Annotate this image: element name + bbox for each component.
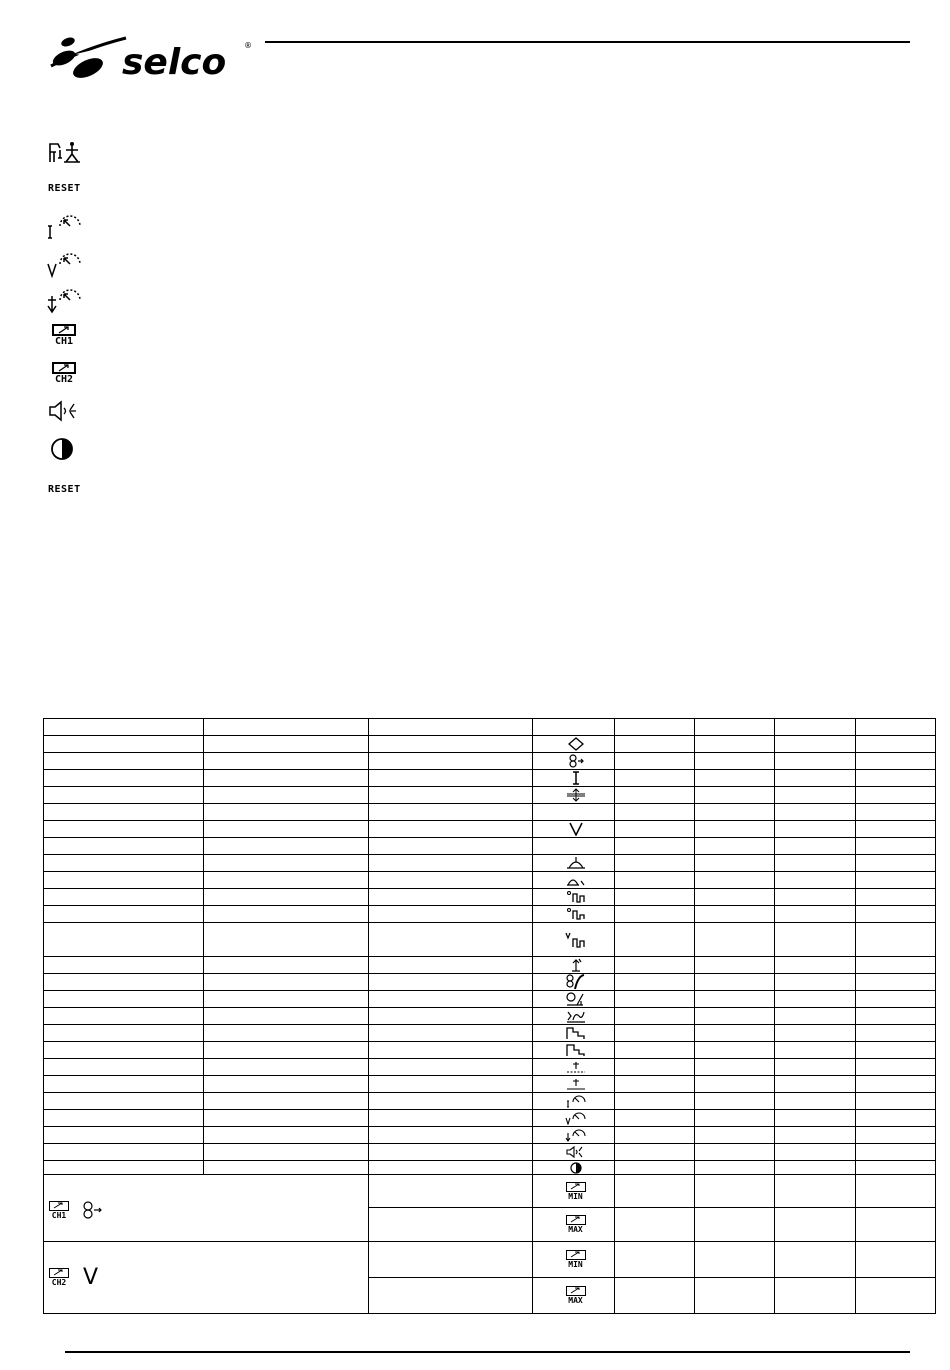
table-rule (43, 1313, 936, 1314)
pulse-balance-icon (533, 906, 618, 922)
brand-wordmark: selco (122, 42, 227, 82)
parameter-table (43, 718, 936, 1314)
table-rule (43, 854, 936, 855)
registered-mark: ® (244, 41, 252, 50)
table-rule (43, 956, 936, 957)
spot-time-icon (533, 1059, 618, 1075)
pulse-voltage-icon (533, 923, 618, 956)
table-vrule (935, 718, 936, 1314)
max-label: MAX (568, 1296, 583, 1305)
table-rule (43, 803, 936, 804)
table-rule (368, 1277, 936, 1278)
reset-label: RESET (48, 183, 81, 194)
table-rule (43, 820, 936, 821)
selco-logo (46, 28, 256, 82)
current-meter-icon (46, 214, 86, 240)
table-vrule (855, 718, 856, 1314)
voltage-icon (533, 820, 618, 837)
table-rule (43, 735, 936, 736)
table-rule (43, 1174, 936, 1175)
table-rule (43, 1160, 936, 1161)
contrast-icon (46, 437, 86, 461)
ch2-label: CH2 (54, 374, 74, 385)
current-meter-small-icon (533, 1093, 618, 1109)
table-rule (43, 1075, 936, 1076)
wire-speed-meter-icon (46, 288, 86, 314)
voltage-meter-small-icon (533, 1110, 618, 1126)
table-rule (43, 888, 936, 889)
table-rule (43, 718, 936, 719)
table-rule (43, 905, 936, 906)
table-rule (43, 769, 936, 770)
reset-label: RESET (48, 484, 81, 495)
ch2-small-label: CH2 (51, 1278, 67, 1287)
table-rule (43, 973, 936, 974)
crater-icon (533, 872, 618, 888)
pause-time-icon (533, 1076, 618, 1092)
speaker-volume-small-icon (533, 1144, 618, 1160)
ch1-small-label: CH1 (51, 1210, 67, 1220)
table-rule (43, 990, 936, 991)
wire-feed-icon (533, 753, 618, 769)
wire-speed-meter-small-icon (533, 1127, 618, 1143)
ch1-label: CH1 (54, 336, 74, 347)
diamond-icon (533, 736, 618, 752)
setup-icon (46, 140, 86, 166)
contrast-small-icon (533, 1161, 618, 1174)
ch1-wire-feed-group (49, 1200, 103, 1220)
ch1-min-icon (533, 1175, 618, 1207)
header-rule (265, 41, 910, 43)
table-rule (43, 752, 936, 753)
min-label: MIN (568, 1191, 583, 1201)
table-vrule (368, 718, 369, 1314)
ch2-icon (48, 362, 80, 385)
step-up-down-icon (533, 1042, 618, 1058)
table-rule (43, 1241, 936, 1242)
table-rule (43, 1024, 936, 1025)
table-rule (43, 1126, 936, 1127)
table-rule (43, 1058, 936, 1059)
speaker-volume-icon (46, 400, 86, 422)
table-rule (43, 871, 936, 872)
table-rule (43, 922, 936, 923)
table-rule (43, 1092, 936, 1093)
pulse-frequency-icon (533, 889, 618, 905)
table-rule (43, 1109, 936, 1110)
min-label: MIN (568, 1260, 583, 1269)
voltage-symbol: V (83, 1265, 99, 1290)
soft-start-icon (533, 974, 618, 990)
table-vrule (203, 718, 204, 1174)
ch2-max-icon (533, 1278, 618, 1313)
voltage-meter-icon (46, 252, 86, 278)
table-rule (43, 837, 936, 838)
burn-back-icon (533, 855, 618, 871)
pre-gas-icon (533, 957, 618, 973)
table-rule (43, 1041, 936, 1042)
current-icon (533, 770, 618, 786)
table-vrule (774, 718, 775, 1314)
ch2-min-icon (533, 1242, 618, 1277)
arc-length-icon (533, 787, 618, 803)
ch2-small-icon (49, 1268, 69, 1287)
max-label: MAX (568, 1225, 583, 1234)
ch2-voltage-group (49, 1265, 98, 1290)
table-vrule (43, 718, 44, 1314)
ch1-small-icon (49, 1201, 69, 1220)
table-rule (43, 1143, 936, 1144)
ch1-icon (48, 324, 80, 347)
table-rule (43, 786, 936, 787)
table-rule (43, 1007, 936, 1008)
step-down-icon (533, 1025, 618, 1041)
ch1-max-icon (533, 1208, 618, 1241)
post-gas-icon (533, 1008, 618, 1024)
motor-slope-icon (533, 991, 618, 1007)
footer-rule (65, 1351, 910, 1353)
table-rule (368, 1207, 936, 1208)
wire-feed-icon (81, 1200, 103, 1220)
table-vrule (694, 718, 695, 1314)
